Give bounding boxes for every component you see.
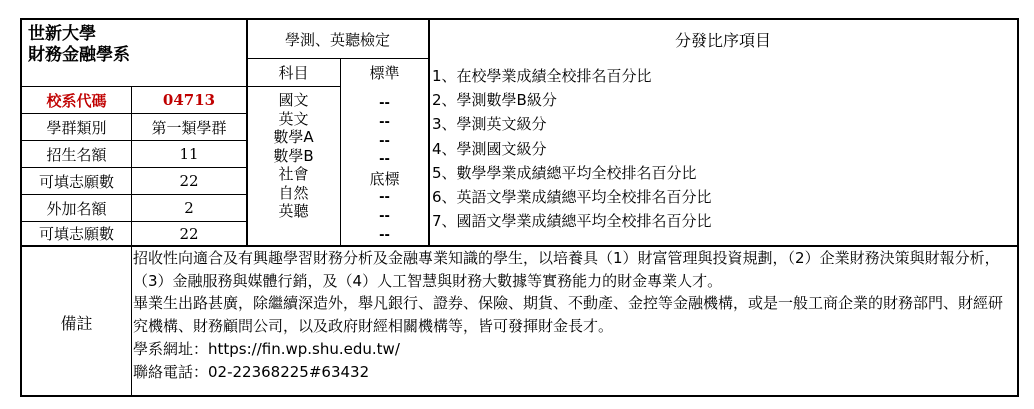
remarks-paragraph: 招收性向適合及有興趣學習財務分析及金融專業知識的學生，以培養具（1）財富管理與投資規劃，（2）企業財務決策與財報分析，（3）金融服務與媒體行銷，及（4）人工智慧與財務大數據等實務能力的財金專業人才。 — [133, 249, 1000, 290]
ranking-item: 6、英語文學業成績總平均全校排名百分比 — [432, 188, 712, 207]
extra-quota-label: 外加名額 — [46, 199, 107, 218]
subject-header: 科目 — [278, 64, 309, 82]
subject-math-b: 數學B — [273, 146, 314, 165]
subject-math-a: 數學A — [273, 128, 314, 146]
standard-item: -- — [379, 96, 390, 111]
subject-science: 自然 — [278, 183, 309, 202]
subject-list — [247, 91, 340, 221]
subject-listening: 英聽 — [278, 202, 309, 220]
extra-choices-label: 可填志願數 — [38, 225, 114, 243]
remarks-label: 備註 — [60, 313, 93, 333]
quota-value: 11 — [179, 145, 199, 163]
quota-label: 招生名額 — [46, 145, 107, 164]
standard-list — [341, 95, 428, 245]
remarks-content — [133, 247, 1013, 383]
ranking-item: 3、學測英文級分 — [432, 115, 547, 134]
remarks-paragraph: 畢業生出路甚廣，除繼續深造外，舉凡銀行、證券、保險、期貨、不動產、金控等金融機構，或是一般工商企業的財務部門、財經研究機構、財務顧問公司，以及政府財經相關機構等，皆可發揮財金長才。 — [133, 294, 1004, 336]
ranking-item: 2、學測數學B級分 — [432, 91, 557, 110]
subject-social: 社會 — [278, 165, 309, 183]
phone-line: 聯絡電話：02-22368225#63432 — [133, 362, 370, 381]
group-label: 學群類別 — [46, 118, 107, 137]
ranking-title: 分發比序項目 — [674, 30, 771, 50]
website-line: 學系網址：https://fin.wp.shu.edu.tw/ — [133, 339, 400, 358]
subject-english: 英文 — [278, 109, 309, 128]
standard-item: -- — [379, 227, 390, 243]
standard-item: 底標 — [369, 170, 400, 189]
code-value: 04713 — [162, 91, 216, 109]
department-name: 財務金融學系 — [28, 45, 130, 65]
school-name-line1: 世新大學 — [28, 24, 96, 44]
group-value: 第一類學群 — [151, 118, 227, 137]
standard-item: -- — [379, 152, 390, 168]
subject-chinese: 國文 — [278, 91, 309, 109]
school-name — [28, 24, 130, 66]
choices-label: 可填志願數 — [38, 172, 114, 191]
ranking-item: 4、學測國文級分 — [432, 139, 547, 158]
ranking-list — [432, 64, 712, 233]
standard-item: -- — [379, 114, 390, 130]
ranking-item: 7、國語文學業成績總平均全校排名百分比 — [432, 212, 712, 231]
standard-header: 標準 — [369, 64, 400, 82]
ranking-item: 1、在校學業成績全校排名百分比 — [432, 67, 652, 85]
choices-value: 22 — [179, 172, 199, 190]
standard-item: -- — [379, 189, 390, 205]
exam-title: 學測、英聽檢定 — [284, 30, 390, 49]
divider — [131, 246, 132, 397]
standard-item: -- — [379, 208, 390, 224]
extra-choices-value: 22 — [179, 224, 199, 243]
department-info-table — [20, 18, 1019, 397]
ranking-item: 5、數學學業成績總平均全校排名百分比 — [432, 163, 697, 182]
extra-quota-value: 2 — [184, 199, 194, 217]
standard-item: -- — [379, 133, 390, 149]
code-label: 校系代碼 — [46, 91, 107, 110]
